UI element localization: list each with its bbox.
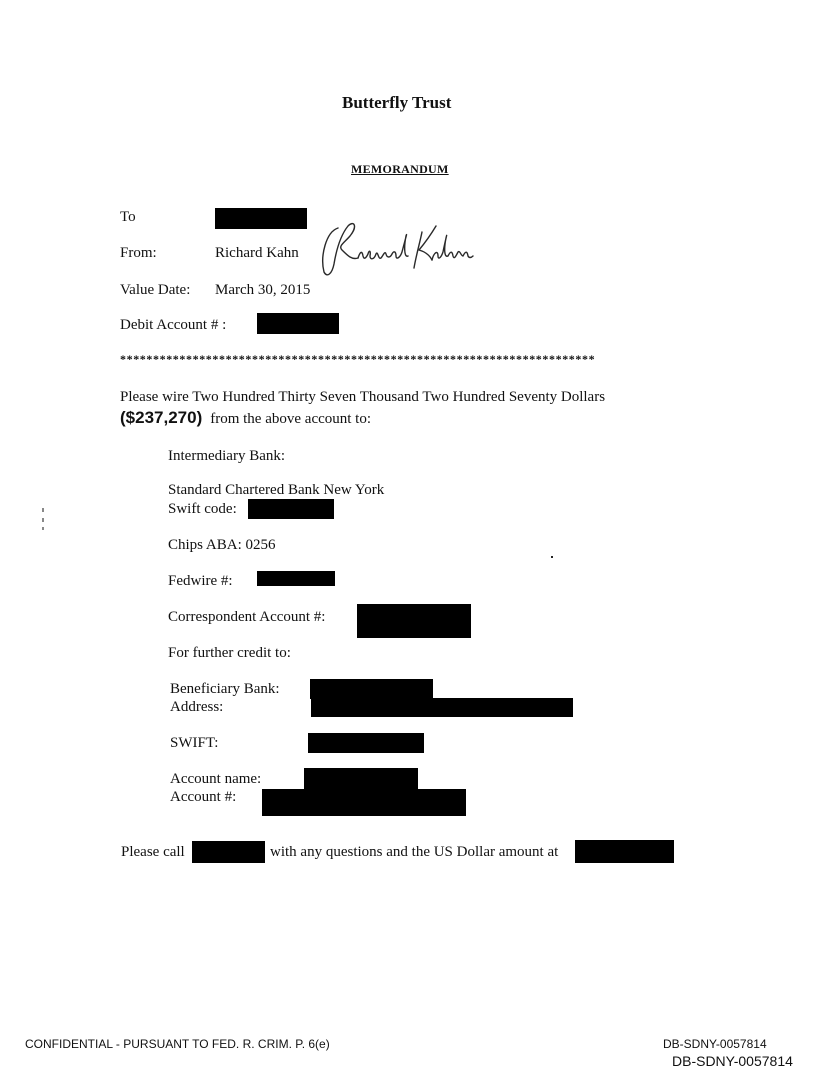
chips-aba: Chips ABA: 0256 <box>168 537 276 553</box>
further-credit-label: For further credit to: <box>168 645 291 661</box>
account-name-redaction <box>304 768 418 789</box>
signature-icon <box>318 216 478 282</box>
beneficiary-bank-redaction <box>310 679 433 699</box>
swift-redaction <box>308 733 424 753</box>
beneficiary-bank-label: Beneficiary Bank: <box>170 681 280 697</box>
to-label: To <box>120 209 136 225</box>
swift-code-redaction <box>248 499 334 519</box>
from-value: Richard Kahn <box>215 245 299 261</box>
value-date: March 30, 2015 <box>215 282 311 298</box>
amount-line <box>120 408 371 428</box>
address-label: Address: <box>170 699 224 715</box>
bates-number-large: DB-SDNY-0057814 <box>672 1053 793 1069</box>
correspondent-redaction <box>357 604 471 638</box>
instruction-line-2: from the above account to: <box>210 411 372 427</box>
debit-account-label: Debit Account # : <box>120 317 227 333</box>
scan-speck <box>551 556 553 558</box>
fedwire-redaction <box>257 571 335 586</box>
swift-label: SWIFT: <box>170 735 219 751</box>
from-label: From: <box>120 245 157 261</box>
instruction-line: Please wire Two Hundred Thirty Seven Thousand Two Hundred Seventy Dollars <box>120 389 606 405</box>
to-redaction <box>215 208 307 229</box>
memo-heading: MEMORANDUM <box>351 162 449 176</box>
call-contact-redaction <box>192 841 265 863</box>
call-destination-redaction <box>575 840 674 863</box>
separator-line: ************************************************************************ <box>120 352 596 366</box>
call-prefix: Please call <box>121 844 185 860</box>
fedwire-label: Fedwire #: <box>168 573 233 589</box>
wire-amount: ($237,270) <box>120 408 203 427</box>
account-number-label: Account #: <box>170 789 237 805</box>
bates-number-small: DB-SDNY-0057814 <box>663 1037 767 1051</box>
account-name-label: Account name: <box>170 771 262 787</box>
swift-code-label: Swift code: <box>168 501 237 517</box>
bank-name: Standard Chartered Bank New York <box>168 482 385 498</box>
scan-speck <box>42 518 44 522</box>
account-number-redaction <box>262 789 466 816</box>
value-date-label: Value Date: <box>120 282 191 298</box>
confidential-notice: CONFIDENTIAL - PURSUANT TO FED. R. CRIM. P. 6(e) <box>25 1037 330 1051</box>
call-middle: with any questions and the US Dollar amount at <box>270 844 559 860</box>
correspondent-label: Correspondent Account #: <box>168 609 326 625</box>
address-redaction <box>311 698 573 717</box>
intermediary-bank-label: Intermediary Bank: <box>168 448 286 464</box>
scan-speck <box>42 508 44 512</box>
scan-speck <box>42 527 44 530</box>
document-title: Butterfly Trust <box>342 93 452 112</box>
debit-account-redaction <box>257 313 339 334</box>
